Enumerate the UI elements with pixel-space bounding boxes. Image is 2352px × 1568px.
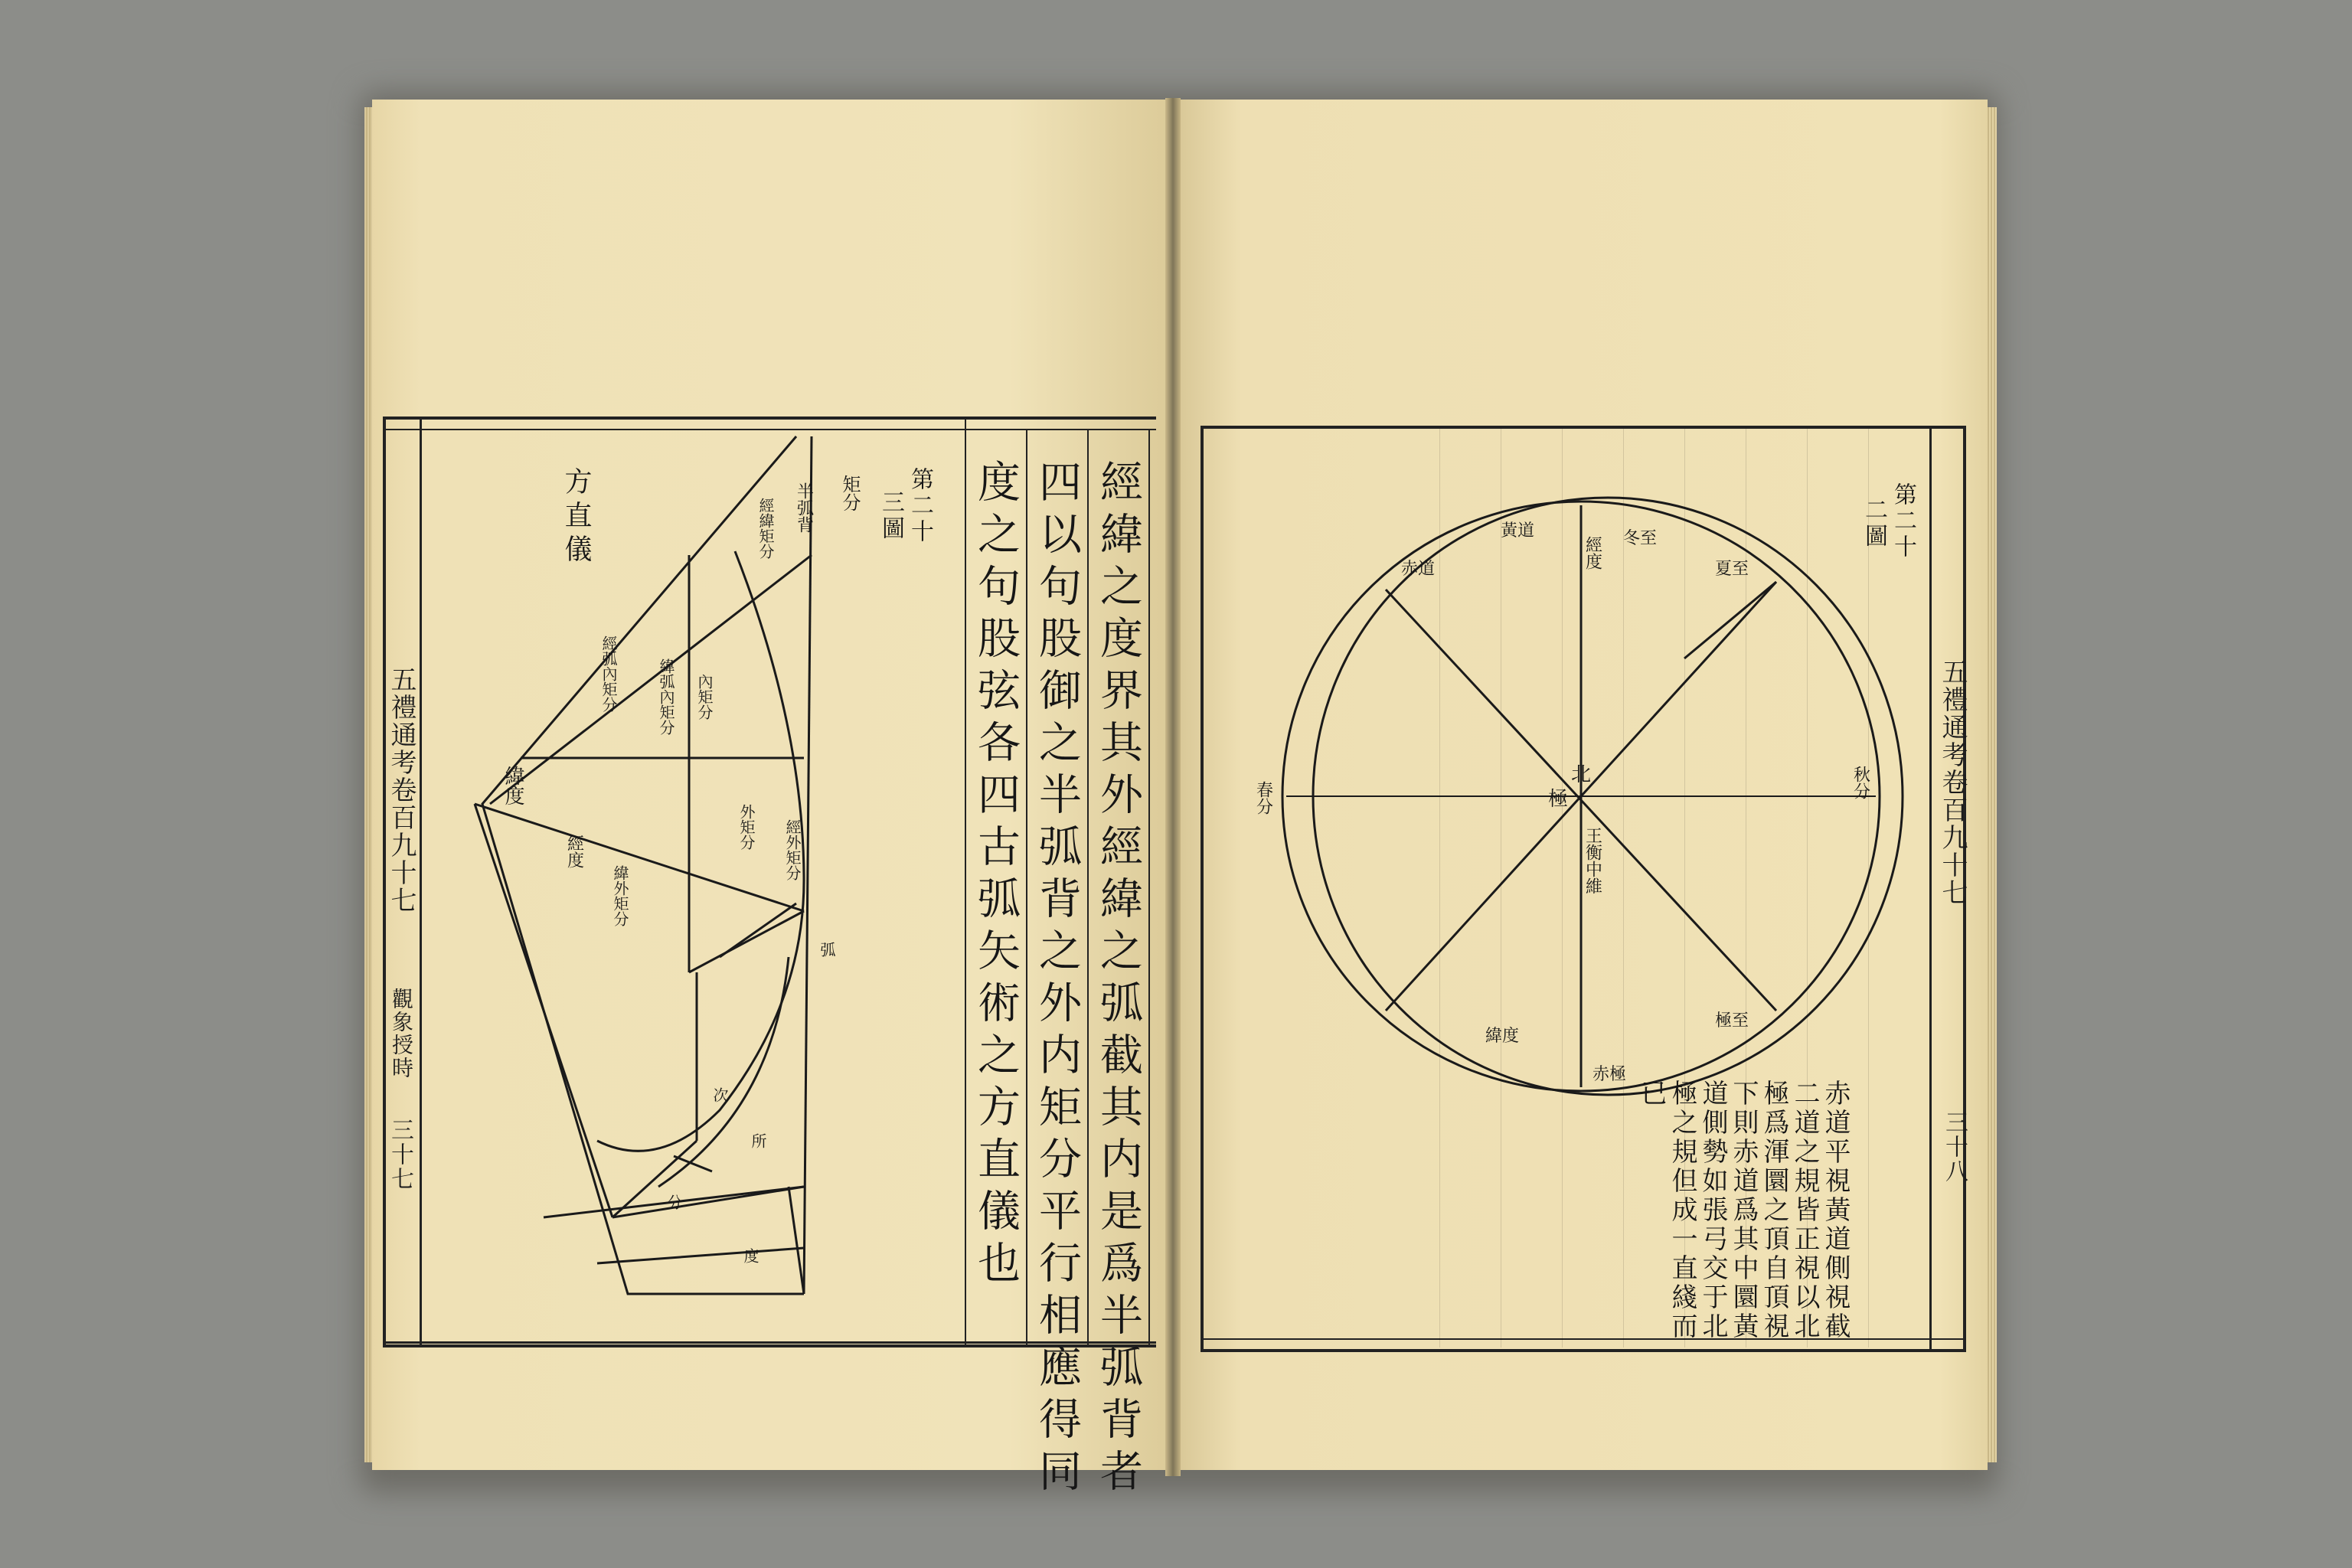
right-note-column-2: 二道之規皆正視以北 [1789,1080,1820,1341]
diagram-label-inner: 內矩分 [695,674,714,720]
diagram-label-warp-degree: 經度 [564,835,584,868]
fangzhi-instrument-diagram [444,421,873,1332]
right-note-column-5: 道側勢如張弓交于北 [1697,1080,1728,1341]
circle-label-bottom-right: 極至 [1715,1011,1749,1031]
diagram-label-outer: 外矩分 [737,804,756,850]
circle-label-vertical: 經度 [1583,536,1602,570]
diagram-label-weft-outer: 緯外矩分 [611,865,629,926]
right-spine-title: 五禮通考卷百九十七 [1937,658,1968,906]
diagram-label-warp-outer: 經外矩分 [783,819,802,880]
left-figure-caption-1: 第二十 [906,467,933,545]
circle-label-bottom-center: 赤極 [1592,1065,1627,1084]
circle-label-top-right-1: 冬至 [1623,529,1658,548]
right-figure-caption-2: 二圖 [1860,498,1887,550]
celestial-circle-diagram [1253,490,1899,1102]
circle-label-top-left-2: 黃道 [1501,521,1535,541]
left-text-column-3: 度之句股弦各四古弧矢術之方直儀也 [971,459,1021,1292]
circle-label-top-right-2: 夏至 [1715,560,1749,579]
right-bottom-inner-rule [1200,1338,1966,1340]
right-note-column-1: 赤道平視黃道側視截 [1820,1080,1851,1341]
left-figure-caption-2: 三圖 [877,490,904,542]
left-spine-subtitle: 觀象授時 [389,988,414,1080]
right-note-column-7: 已 [1636,1080,1667,1109]
right-page-number: 三十八 [1941,1110,1968,1184]
diagram-label-arc: 弧 [818,942,836,957]
right-note-column-6: 極之規但成一直綫而 [1667,1080,1697,1341]
diagram-label-weft-arc-inner: 緯弧內矩分 [657,658,675,735]
left-column-rule-1 [965,416,966,1348]
diagram-label-b: 次 [710,1087,729,1102]
left-text-column-2: 四以句股御之半弧背之外内矩分平行相應得同 [1032,459,1082,1501]
circle-label-spring-equinox: 春分 [1253,781,1273,815]
instrument-name: 方直儀 [560,467,592,568]
book-gutter [1165,98,1181,1476]
left-spine-title: 五禮通考卷百九十七 [386,666,416,914]
circle-label-axis: 王衡中維 [1583,827,1602,894]
diagram-label-weft-degree: 緯度 [501,766,524,805]
diagram-label-d: 分 [665,1194,683,1210]
right-note-column-3: 極爲渾圜之頂自頂視 [1759,1080,1789,1341]
circle-label-bottom-left: 緯度 [1485,1027,1520,1046]
circle-label-autumn-equinox: 秋分 [1851,766,1870,799]
right-figure-caption-1: 第二十 [1890,482,1916,560]
diagram-label-warp-weft: 經緯矩分 [756,498,775,559]
left-column-rule-2 [1026,429,1027,1348]
diagram-label-e: 度 [741,1248,760,1263]
circle-label-north: 北 [1571,763,1592,786]
diagram-label-half-arc: 半弧背 [794,482,814,533]
right-note-column-4: 下則赤道爲其中圜黃 [1728,1080,1759,1341]
diagram-label-c: 所 [749,1133,767,1148]
left-column-rule-4 [1148,429,1150,1348]
left-text-column-1: 經緯之度界其外經緯之弧截其内是爲半弧背者 [1093,459,1143,1501]
right-margin-line [1929,426,1932,1352]
left-column-rule-3 [1087,429,1089,1348]
circle-label-top-left-1: 赤道 [1401,560,1436,579]
left-page-number: 三十七 [387,1118,413,1191]
diagram-label-warp-arc-inner: 經弧內矩分 [599,635,618,712]
diagram-label-top-left: 矩分 [839,475,861,511]
circle-label-pole: 極 [1548,788,1569,811]
